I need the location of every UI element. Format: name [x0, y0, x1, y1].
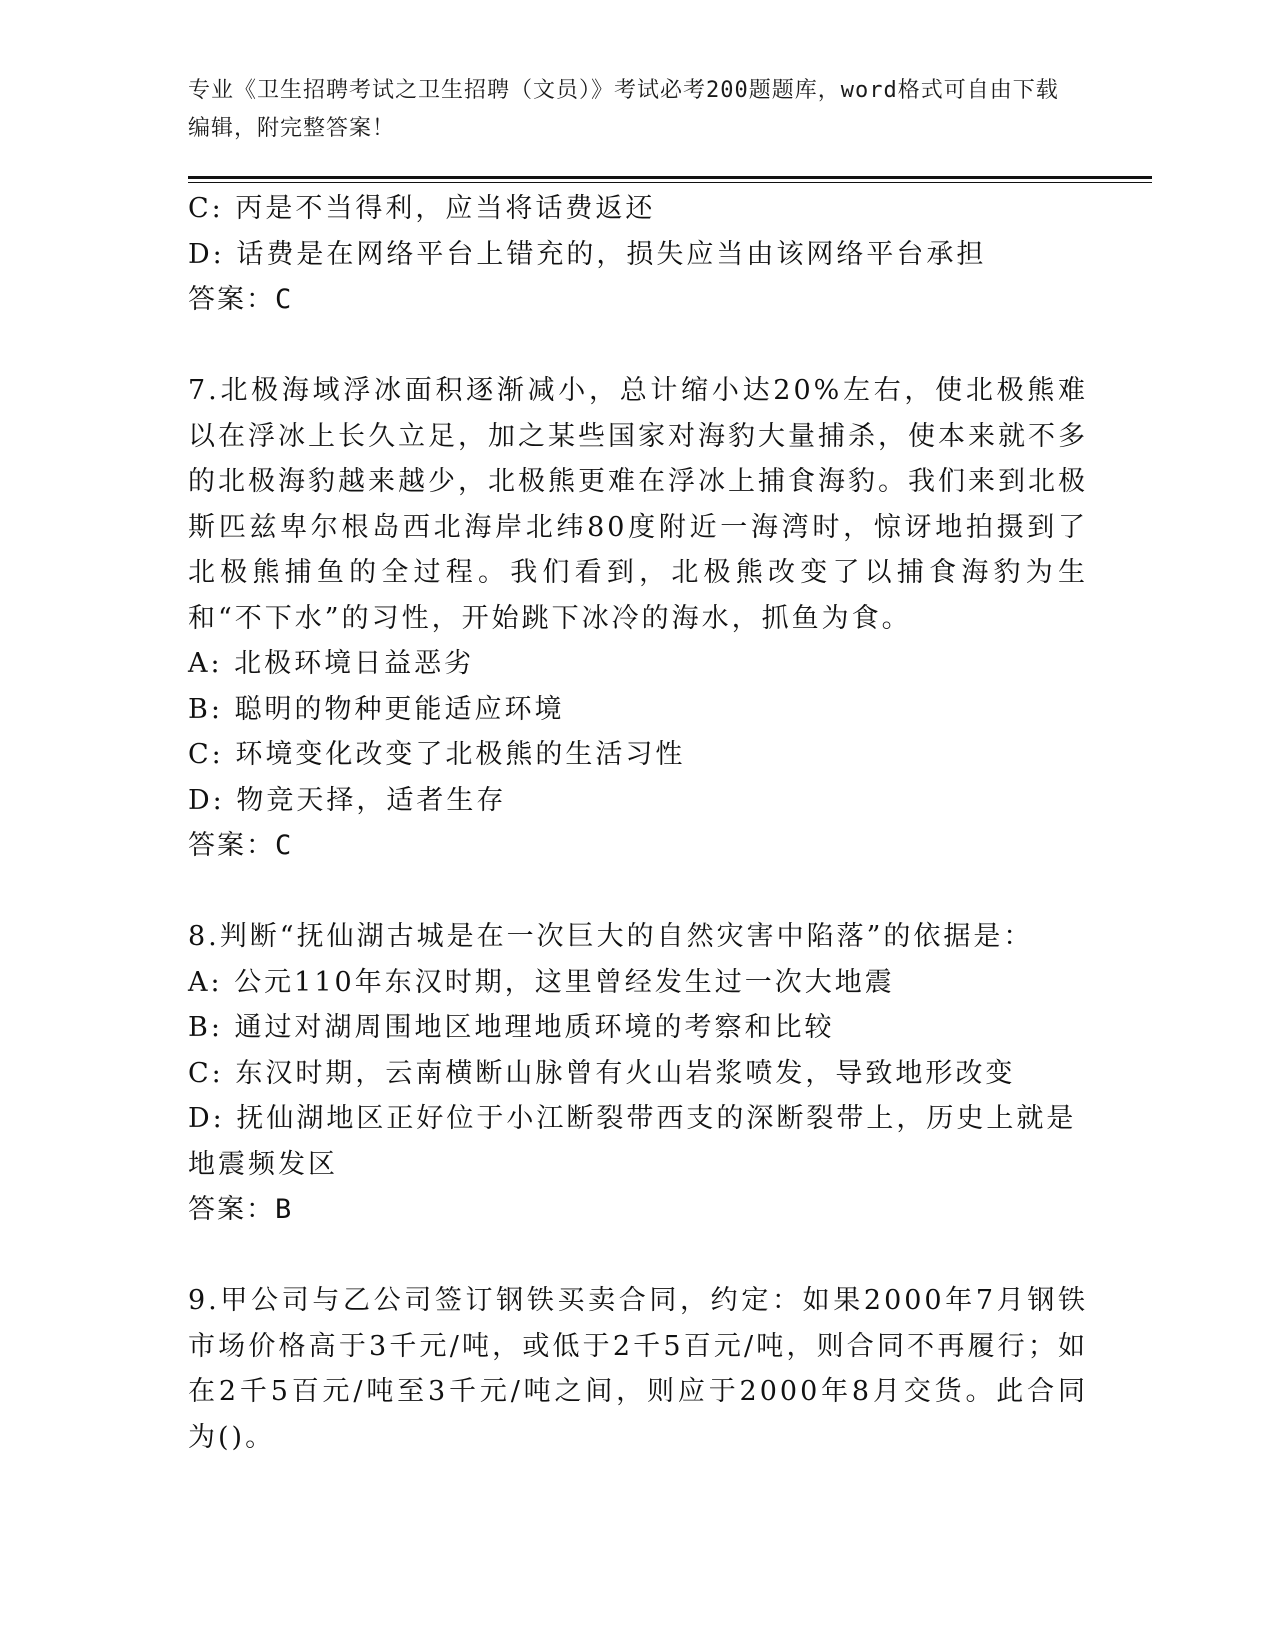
option-d: D: 话费是在网络平台上错充的，损失应当由该网络平台承担 [188, 238, 987, 270]
answer-line: 答案：C [188, 284, 294, 315]
header-divider-thick [188, 176, 1152, 179]
question-8 [188, 914, 1088, 1233]
option-b: B: 聪明的物种更能适应环境 [188, 693, 565, 725]
spacer [188, 1233, 1088, 1279]
document-header: 专业《卫生招聘考试之卫生招聘（文员）》考试必考200题题库，word格式可自由下载编辑，附完整答案！ [188, 78, 1059, 141]
option-c: C: 环境变化改变了北极熊的生活习性 [188, 739, 686, 770]
option-a: A: 北极环境日益恶劣 [188, 648, 475, 679]
question-content [188, 186, 1088, 1460]
option-d: D: 物竞天择，适者生存 [188, 784, 507, 816]
answer-line: 答案：B [188, 1194, 294, 1225]
question-6-tail [188, 186, 1088, 323]
question-7 [188, 368, 1088, 869]
answer-line: 答案：C [188, 830, 294, 861]
question-stem: 8.判断“抚仙湖古城是在一次巨大的自然灾害中陷落”的依据是： [188, 921, 1034, 952]
question-stem: 9.甲公司与乙公司签订钢铁买卖合同，约定：如果2000年7月钢铁市场价格高于3千元/吨，或低于2千5百元/吨，则合同不再履行；如在2千5百元/吨至3千元/吨之间，则应于2000年8月交货。此合同为()。 [188, 1285, 1088, 1453]
option-c: C: 丙是不当得利，应当将话费返还 [188, 193, 656, 224]
option-d: D: 抚仙湖地区正好位于小江断裂带西支的深断裂带上，历史上就是地震频发区 [188, 1103, 1077, 1180]
question-9 [188, 1278, 1088, 1460]
question-stem: 7.北极海域浮冰面积逐渐减小，总计缩小达20%左右，使北极熊难以在浮冰上长久立足，加之某些国家对海豹大量捕杀，使本来就不多的北极海豹越来越少，北极熊更难在浮冰上捕食海豹。我们来到北极斯匹兹卑尔根岛西北海岸北纬80度附近一海湾时，惊讶地拍摄到了北极熊捕鱼的全过程。我们看到，北极熊改变了以捕食海豹为生和“不下水”的习性，开始跳下冰冷的海水，抓鱼为食。 [188, 375, 1088, 634]
option-c: C: 东汉时期，云南横断山脉曾有火山岩浆喷发，导致地形改变 [188, 1057, 1016, 1089]
spacer [188, 869, 1088, 915]
header-divider-thin [188, 182, 1152, 183]
option-a: A: 公元110年东汉时期，这里曾经发生过一次大地震 [188, 966, 895, 998]
option-b: B: 通过对湖周围地区地理地质环境的考察和比较 [188, 1012, 835, 1043]
spacer [188, 323, 1088, 369]
